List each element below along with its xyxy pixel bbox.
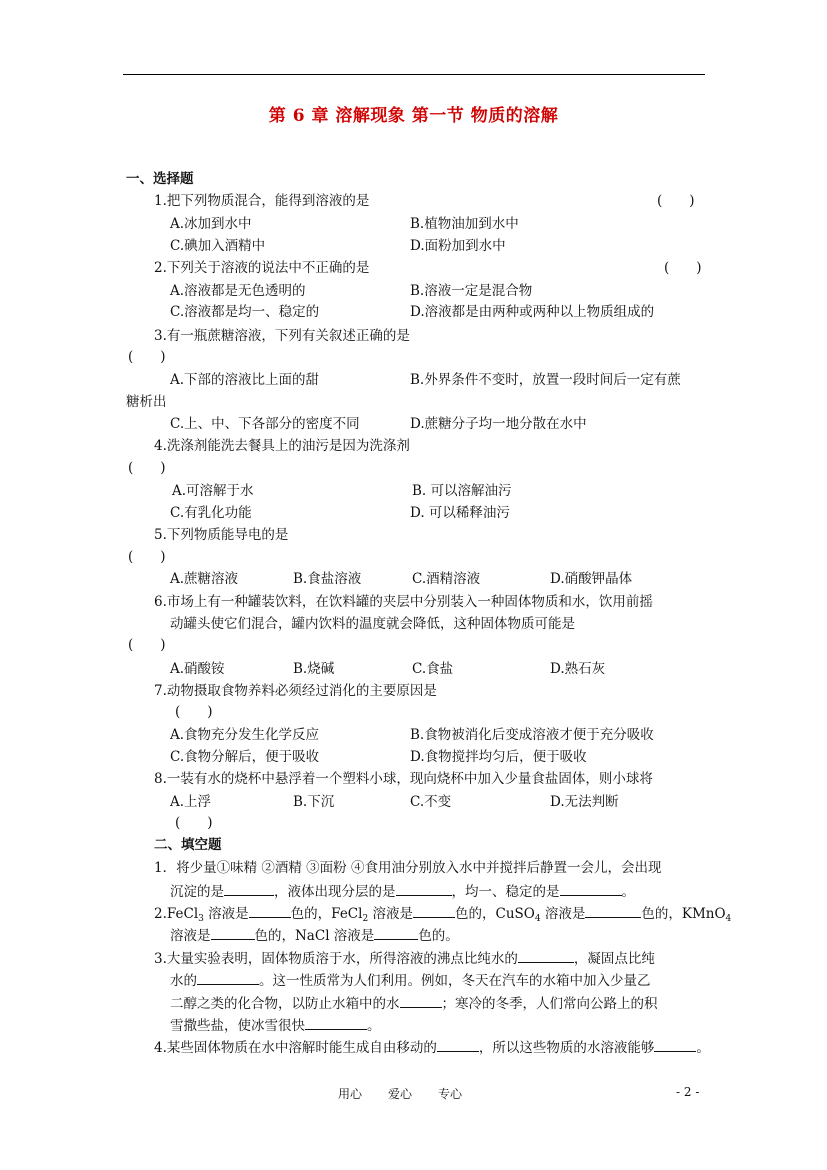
q1-stem: 1.把下列物质混合，能得到溶液的是 [154,193,370,209]
f3-blank-2[interactable] [197,970,259,985]
q5-option-b: B.食盐溶液 [293,571,362,587]
q3-answer-paren: ( ) [128,349,166,365]
f2-sub-4: 4 [725,914,732,924]
q6-option-b: B.烧碱 [293,661,335,677]
f2-text-4: 溶液是 [368,906,413,922]
q3-stem: 3.有一瓶蔗糖溶液，下列有关叙述正确的是 [154,328,410,344]
f2-sub-1: 3 [198,914,204,924]
page-title: 第 6 章 溶解现象 第一节 物质的溶解 [268,106,559,126]
q6-option-a: A.硝酸铵 [170,661,225,677]
f2-text-2: 溶液是 [203,906,249,922]
q2-option-d: D.溶液都是由两种或两种以上物质组成的 [410,304,655,320]
q5-answer-paren: ( ) [128,549,166,565]
f4-text-2: ，所以这些物质的水溶液能够 [478,1040,655,1056]
q4-option-d: D. 可以稀释油污 [410,505,510,521]
f4-text-1: 4.某些固体物质在水中溶解时能生成自由移动的 [154,1040,437,1056]
q5-option-a: A.蔗糖溶液 [170,571,239,587]
f2-text-3: 色的，FeCl [290,906,363,922]
q6-option-c: C.食盐 [412,661,454,677]
f2-text-8: 溶液是 [170,928,211,944]
f1-line1: 1．将少量①味精 ②酒精 ③面粉 ④食用油分别放入水中并搅拌后静置一会儿，会出现 [154,860,662,876]
f2-text-5: 色的，CuSO [454,906,535,922]
f3-text-4: 。这一性质常为人们利用。例如，冬天在汽车的水箱中加入少量乙 [259,973,651,989]
q8-option-a: A.上浮 [170,794,212,810]
q7-stem: 7.动物摄取食物养料必须经过消化的主要原因是 [154,683,437,699]
f2-blank-5[interactable] [374,925,418,940]
f2-blank-4[interactable] [211,925,255,940]
section-heading-fill: 二、填空题 [154,837,222,853]
q1-answer-paren: ( ) [657,193,695,209]
f3-line3 [170,993,658,1013]
q7-answer-paren: ( ) [175,704,213,720]
q5-option-d: D.硝酸钾晶体 [550,571,633,587]
q1-option-b: B.植物油加到水中 [410,216,519,232]
q3-option-b: B.外界条件不变时，放置一段时间后一定有蔗 [410,372,681,388]
f3-text-5: 二醇之类的化合物，以防止水箱中的水 [170,996,400,1012]
f1-blank-1[interactable] [224,881,274,896]
f1-blank-3[interactable] [560,881,622,896]
footer-motto-1: 用心 [338,1087,363,1101]
footer-motto-2: 爱心 [388,1087,413,1101]
header-rule [123,74,705,75]
f3-blank-3[interactable] [400,993,442,1008]
q2-option-a: A.溶液都是无色透明的 [170,283,306,299]
q3-option-b-cont: 糖析出 [126,394,167,410]
q2-answer-paren: ( ) [664,260,702,276]
q4-option-b: B. 可以溶解油污 [412,483,512,499]
f2-text-10: 色的。 [418,928,459,944]
q7-option-d: D.食物搅拌均匀后，便于吸收 [410,749,587,765]
f1-text-d: 。 [621,884,635,900]
f2-sub-3: 4 [534,914,541,924]
f2-blank-3[interactable] [585,903,641,918]
section-heading-choice: 一、选择题 [126,171,194,187]
q8-stem: 8.一装有水的烧杯中悬浮着一个塑料小球，现向烧杯中加入少量食盐固体，则小球将 [154,771,653,787]
f2-text-7: 色的，KMnO [641,906,726,922]
f3-text-6: ；寒冷的冬季，人们常向公路上的积 [441,996,658,1012]
f3-blank-1[interactable] [518,948,574,963]
q5-stem: 5.下列物质能导电的是 [154,527,289,543]
q3-option-d: D.蔗糖分子均一地分散在水中 [410,416,587,432]
f3-line4 [170,1015,381,1035]
f2-text-1: 2.FeCl [154,906,199,922]
f3-blank-4[interactable] [305,1015,367,1030]
f1-text-b: ，液体出现分层的是 [274,884,396,900]
f1-text-a: 沉淀的是 [170,884,224,900]
q6-stem: 6.市场上有一种罐装饮料，在饮料罐的夹层中分别装入一种固体物质和水，饮用前摇 [154,594,653,610]
footer-motto-3: 专心 [438,1087,463,1101]
q6-option-d: D.熟石灰 [550,661,606,677]
q7-option-b: B.食物被消化后变成溶液才便于充分吸收 [410,727,654,743]
q1-option-a: A.冰加到水中 [170,216,252,232]
f4-text-3: 。 [696,1040,710,1056]
f3-text-2: ，凝固点比纯 [573,951,655,967]
q2-option-b: B.溶液一定是混合物 [410,283,533,299]
q8-option-d: D.无法判断 [550,794,619,810]
f3-line2 [170,970,651,990]
f2-blank-1[interactable] [249,903,291,918]
f3-text-7: 雪撒些盐，使冰雪很快 [170,1018,305,1034]
q4-answer-paren: ( ) [128,460,166,476]
q3-option-a: A.下部的溶液比上面的甜 [170,372,320,388]
q4-option-a: A.可溶解于水 [172,483,254,499]
f1-line2 [170,881,635,901]
f3-text-1: 3.大量实验表明，固体物质溶于水，所得溶液的沸点比纯水的 [154,951,518,967]
q3-option-c: C.上、中、下各部分的密度不同 [170,416,360,432]
q1-option-d: D.面粉加到水中 [410,238,506,254]
f2-line2 [170,925,459,945]
q1-option-c: C.碘加入酒精中 [170,238,266,254]
f3-text-8: 。 [367,1018,381,1034]
f3-line1 [154,948,655,968]
f4-blank-1[interactable] [437,1037,479,1052]
f3-text-3: 水的 [170,973,197,989]
f2-text-9: 色的，NaCl 溶液是 [254,928,375,944]
q2-option-c: C.溶液都是均一、稳定的 [170,304,320,320]
q2-stem: 2.下列关于溶液的说法中不正确的是 [154,260,370,276]
f1-text-c: ，均一、稳定的是 [451,884,560,900]
f1-blank-2[interactable] [396,881,452,896]
q8-answer-paren: ( ) [175,815,213,831]
q4-option-c: C.有乳化功能 [170,505,252,521]
f2-text-6: 溶液是 [540,906,586,922]
q8-option-c: C.不变 [410,794,452,810]
f2-sub-2: 2 [362,914,369,924]
q6-answer-paren: ( ) [128,637,166,653]
f2-blank-2[interactable] [413,903,455,918]
q4-stem: 4.洗涤剂能洗去餐具上的油污是因为洗涤剂 [154,438,410,454]
q5-option-c: C.酒精溶液 [412,571,481,587]
q8-option-b: B.下沉 [293,794,335,810]
q6-stem-cont: 动罐头使它们混合，罐内饮料的温度就会降低，这种固体物质可能是 [170,616,575,632]
q7-option-c: C.食物分解后，便于吸收 [170,749,320,765]
q7-option-a: A.食物充分发生化学反应 [170,727,320,743]
f4-blank-2[interactable] [654,1037,696,1052]
f4-line1 [154,1037,710,1057]
page-number: - 2 - [676,1085,700,1099]
